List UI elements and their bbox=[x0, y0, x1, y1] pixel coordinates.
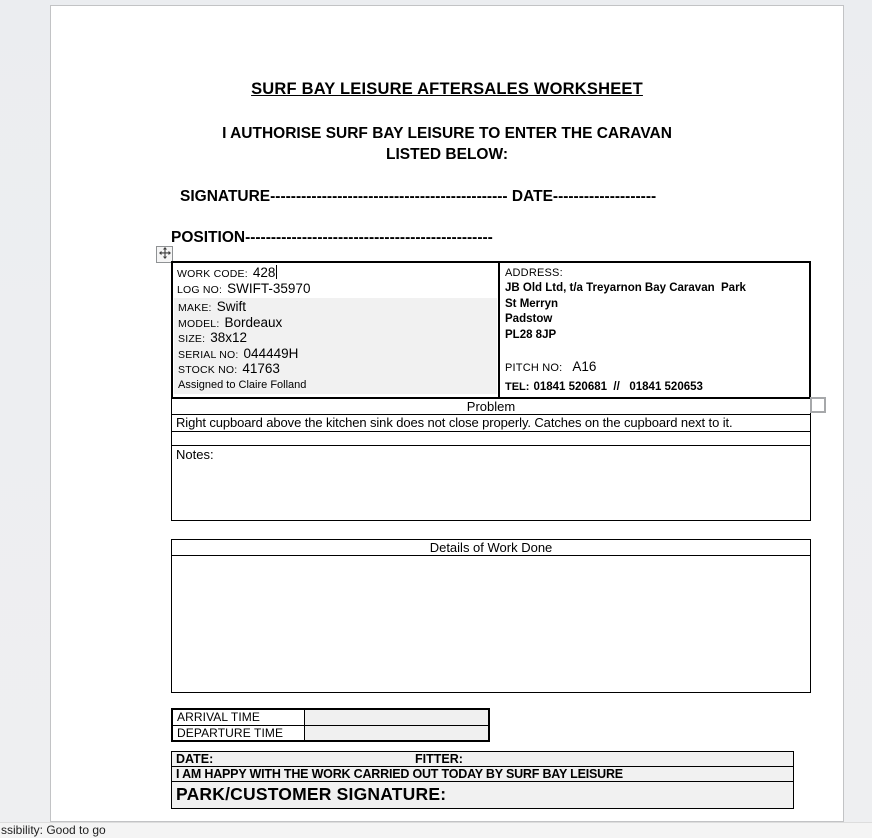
problem-text-field[interactable]: Right cupboard above the kitchen sink does not close properly. Catches on the cupboard next to it. bbox=[172, 415, 810, 432]
serial-no-row bbox=[174, 346, 497, 362]
size-label: SIZE: bbox=[178, 333, 206, 345]
move-cross-icon bbox=[159, 246, 171, 264]
pitch-row bbox=[505, 358, 804, 376]
stock-no-row bbox=[174, 361, 497, 377]
table-resize-handle[interactable] bbox=[810, 397, 826, 413]
make-row bbox=[174, 299, 497, 315]
notes-label: Notes: bbox=[176, 447, 214, 462]
address-line-3: Padstow bbox=[505, 313, 553, 325]
work-code-row bbox=[173, 265, 498, 281]
date-fitter-row bbox=[172, 752, 793, 767]
work-code-label: WORK CODE: bbox=[177, 268, 248, 280]
address-line-4: PL28 8JP bbox=[505, 328, 557, 341]
arrival-time-row bbox=[173, 710, 488, 725]
problem-table bbox=[171, 398, 811, 521]
word-document-page bbox=[50, 5, 844, 822]
log-no-field[interactable]: SWIFT-35970 bbox=[227, 281, 311, 296]
tel-numbers: 01841 520681 // 01841 520653 bbox=[533, 381, 703, 393]
arrival-time-label: ARRIVAL TIME bbox=[173, 710, 304, 725]
address-cell bbox=[500, 263, 809, 397]
job-info-table bbox=[171, 261, 811, 399]
model-row bbox=[174, 315, 497, 331]
authorisation-statement bbox=[51, 123, 843, 165]
text-cursor bbox=[276, 265, 277, 279]
serial-no-label: SERIAL NO: bbox=[178, 348, 239, 361]
page-title-text: SURF BAY LEISURE AFTERSALES WORKSHEET bbox=[251, 80, 643, 98]
fitter-label: FITTER: bbox=[415, 752, 463, 766]
times-table bbox=[171, 708, 490, 742]
notes-field[interactable] bbox=[172, 446, 810, 520]
position-line: POSITION------------------------------------------------ bbox=[171, 229, 493, 246]
accessibility-status[interactable]: ssibility: Good to go bbox=[1, 823, 106, 837]
model-label: MODEL: bbox=[178, 317, 220, 330]
address-line-1: JB Old Ltd, t/a Treyarnon Bay Caravan Park bbox=[505, 282, 746, 294]
departure-time-row bbox=[173, 725, 488, 740]
assigned-note: Assigned to Claire Folland bbox=[178, 378, 307, 391]
work-done-field[interactable] bbox=[172, 556, 810, 692]
customer-signature-label[interactable]: PARK/CUSTOMER SIGNATURE: bbox=[176, 784, 447, 804]
pitch-label: PITCH NO: bbox=[505, 362, 563, 374]
signature-date-line: SIGNATURE---------------------------------------------- DATE-------------------- bbox=[180, 188, 657, 205]
work-done-table bbox=[171, 539, 811, 693]
page-title bbox=[51, 80, 843, 99]
size-field[interactable]: 38x12 bbox=[210, 330, 248, 345]
departure-time-label: DEPARTURE TIME bbox=[173, 726, 304, 740]
departure-time-field[interactable] bbox=[304, 726, 488, 740]
log-no-label: LOG NO: bbox=[177, 284, 223, 296]
tel-row bbox=[505, 377, 703, 395]
problem-empty-row[interactable] bbox=[172, 432, 810, 446]
log-no-row bbox=[173, 281, 498, 297]
happy-statement: I AM HAPPY WITH THE WORK CARRIED OUT TODAY BY SURF BAY LEISURE bbox=[172, 767, 793, 782]
model-field[interactable]: Bordeaux bbox=[224, 314, 283, 330]
work-done-heading: Details of Work Done bbox=[172, 540, 810, 556]
serial-no-field[interactable]: 044449H bbox=[243, 345, 299, 361]
pitch-field[interactable]: A16 bbox=[572, 359, 597, 374]
vehicle-info-cell bbox=[173, 263, 500, 397]
address-label: ADDRESS: bbox=[505, 267, 563, 279]
signoff-table bbox=[171, 751, 794, 809]
tel-label: TEL: bbox=[505, 381, 530, 393]
authorisation-line-2: LISTED BELOW: bbox=[386, 146, 508, 163]
vehicle-form-fields[interactable] bbox=[174, 298, 497, 394]
stock-no-label: STOCK NO: bbox=[178, 364, 238, 376]
stock-no-field[interactable]: 41763 bbox=[242, 361, 280, 376]
size-row bbox=[174, 330, 497, 346]
status-bar bbox=[0, 822, 872, 838]
address-line-2: St Merryn bbox=[505, 297, 559, 310]
date-label: DATE: bbox=[176, 752, 214, 766]
work-code-field[interactable]: 428 bbox=[252, 265, 276, 280]
problem-heading: Problem bbox=[172, 399, 810, 415]
authorisation-line-1: I AUTHORISE SURF BAY LEISURE TO ENTER THE CARAVAN bbox=[222, 125, 672, 142]
arrival-time-field[interactable] bbox=[304, 710, 488, 725]
make-field[interactable]: Swift bbox=[216, 299, 246, 314]
make-label: MAKE: bbox=[178, 302, 212, 314]
